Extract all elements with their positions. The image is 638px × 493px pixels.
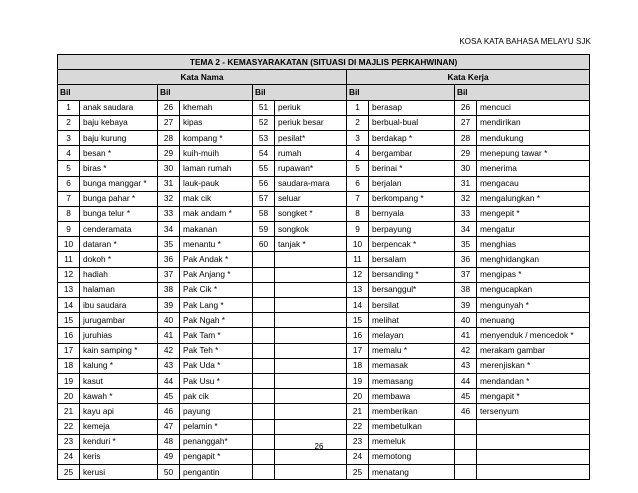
word-cell: mengunyah * xyxy=(477,298,590,313)
table-row xyxy=(58,313,590,328)
row-number-cell: 9 xyxy=(58,222,80,237)
row-number-cell xyxy=(253,419,275,434)
row-number-cell: 35 xyxy=(455,237,477,252)
word-cell: menghidangkan xyxy=(477,252,590,267)
col-header-bil: Bil xyxy=(158,85,253,100)
table-row xyxy=(58,328,590,343)
word-cell: pengantin xyxy=(180,465,253,480)
row-number-cell xyxy=(253,389,275,404)
word-cell: khemah xyxy=(180,100,253,115)
word-cell: berpencak * xyxy=(369,237,455,252)
word-cell xyxy=(275,328,347,343)
row-number-cell: 41 xyxy=(455,328,477,343)
row-number-cell: 14 xyxy=(347,298,369,313)
row-number-cell: 22 xyxy=(58,419,80,434)
row-number-cell: 49 xyxy=(158,449,180,464)
word-cell: kerusi xyxy=(80,465,158,480)
word-cell: baju kurung xyxy=(80,130,158,145)
row-number-cell xyxy=(253,465,275,480)
word-cell: pak cik xyxy=(180,389,253,404)
word-cell: periuk xyxy=(275,100,347,115)
word-cell xyxy=(477,465,590,480)
row-number-cell: 3 xyxy=(347,130,369,145)
row-number-cell: 11 xyxy=(347,252,369,267)
row-number-cell xyxy=(455,419,477,434)
word-cell: tanjak * xyxy=(275,237,347,252)
word-cell: pesilat* xyxy=(275,130,347,145)
row-number-cell: 32 xyxy=(455,191,477,206)
row-number-cell xyxy=(253,373,275,388)
word-cell: mengacau xyxy=(477,176,590,191)
row-number-cell: 18 xyxy=(58,358,80,373)
word-cell: mengucapkan xyxy=(477,282,590,297)
word-cell: kayu api xyxy=(80,404,158,419)
word-cell: mengatur xyxy=(477,222,590,237)
row-number-cell: 23 xyxy=(58,434,80,449)
table-row xyxy=(58,465,590,480)
word-cell: mengalungkan * xyxy=(477,191,590,206)
word-cell: memberikan xyxy=(369,404,455,419)
word-cell: rumah xyxy=(275,146,347,161)
row-number-cell: 38 xyxy=(158,282,180,297)
row-number-cell: 37 xyxy=(158,267,180,282)
word-cell: Pak Tam * xyxy=(180,328,253,343)
word-cell: periuk besar xyxy=(275,115,347,130)
word-cell: jurugambar xyxy=(80,313,158,328)
row-number-cell: 26 xyxy=(158,100,180,115)
table-row xyxy=(58,404,590,419)
row-number-cell: 29 xyxy=(455,146,477,161)
word-cell: mendandan * xyxy=(477,373,590,388)
word-cell: dokoh * xyxy=(80,252,158,267)
word-cell: besan * xyxy=(80,146,158,161)
word-cell: cenderamata xyxy=(80,222,158,237)
row-number-cell xyxy=(455,465,477,480)
table-row xyxy=(58,373,590,388)
row-number-cell: 8 xyxy=(58,206,80,221)
row-number-cell: 46 xyxy=(158,404,180,419)
table-row xyxy=(58,206,590,221)
word-cell: menepung tawar * xyxy=(477,146,590,161)
table-row xyxy=(58,130,590,145)
row-number-cell xyxy=(253,404,275,419)
table-row xyxy=(58,389,590,404)
table-title: TEMA 2 - KEMASYARAKATAN (SITUASI DI MAJLIS PERKAHWINAN) xyxy=(58,55,590,70)
row-number-cell: 45 xyxy=(158,389,180,404)
word-cell: kemeja xyxy=(80,419,158,434)
word-cell: mendukung xyxy=(477,130,590,145)
row-number-cell: 28 xyxy=(158,130,180,145)
word-cell: Pak Andak * xyxy=(180,252,253,267)
table-row xyxy=(58,237,590,252)
row-number-cell: 36 xyxy=(455,252,477,267)
row-number-cell: 53 xyxy=(253,130,275,145)
row-number-cell: 6 xyxy=(347,176,369,191)
row-number-cell: 33 xyxy=(158,206,180,221)
table-row xyxy=(58,115,590,130)
row-number-cell xyxy=(253,252,275,267)
row-number-cell: 45 xyxy=(455,389,477,404)
word-cell: mendirikan xyxy=(477,115,590,130)
word-cell xyxy=(275,373,347,388)
row-number-cell: 13 xyxy=(58,282,80,297)
word-cell xyxy=(275,389,347,404)
row-number-cell: 21 xyxy=(347,404,369,419)
table-row xyxy=(58,100,590,115)
word-cell: keris xyxy=(80,449,158,464)
word-cell xyxy=(275,449,347,464)
word-cell: Pak Cik * xyxy=(180,282,253,297)
word-cell: mengapit * xyxy=(477,389,590,404)
word-cell: menantu * xyxy=(180,237,253,252)
col-header-bil: Bil xyxy=(455,85,590,100)
row-number-cell: 59 xyxy=(253,222,275,237)
word-cell: anak saudara xyxy=(80,100,158,115)
word-cell xyxy=(275,358,347,373)
row-number-cell: 22 xyxy=(347,419,369,434)
word-cell: berpayung xyxy=(369,222,455,237)
word-cell: bersalam xyxy=(369,252,455,267)
word-cell: biras * xyxy=(80,161,158,176)
row-number-cell: 4 xyxy=(347,146,369,161)
row-number-cell xyxy=(253,282,275,297)
row-number-cell: 20 xyxy=(58,389,80,404)
col-header-bil: Bil xyxy=(253,85,347,100)
word-cell: membawa xyxy=(369,389,455,404)
word-cell xyxy=(275,343,347,358)
word-cell xyxy=(275,298,347,313)
word-cell: makanan xyxy=(180,222,253,237)
group-kata-kerja: Kata Kerja xyxy=(347,70,590,85)
word-cell: mak cik xyxy=(180,191,253,206)
row-number-cell: 55 xyxy=(253,161,275,176)
row-number-cell: 38 xyxy=(455,282,477,297)
word-cell: mak andam * xyxy=(180,206,253,221)
row-number-cell: 34 xyxy=(455,222,477,237)
word-cell: laman rumah xyxy=(180,161,253,176)
row-number-cell: 28 xyxy=(455,130,477,145)
word-cell: kain samping * xyxy=(80,343,158,358)
row-number-cell: 8 xyxy=(347,206,369,221)
word-cell: bunga pahar * xyxy=(80,191,158,206)
word-cell: rupawan* xyxy=(275,161,347,176)
row-number-cell: 26 xyxy=(455,100,477,115)
word-cell: dataran * xyxy=(80,237,158,252)
row-number-cell: 44 xyxy=(158,373,180,388)
row-number-cell: 35 xyxy=(158,237,180,252)
word-cell: mengepit * xyxy=(477,206,590,221)
row-number-cell: 37 xyxy=(455,267,477,282)
row-number-cell: 11 xyxy=(58,252,80,267)
row-number-cell: 42 xyxy=(455,343,477,358)
table-row xyxy=(58,358,590,373)
word-cell: pelamin * xyxy=(180,419,253,434)
row-number-cell: 17 xyxy=(347,343,369,358)
word-cell: memeluk xyxy=(369,434,455,449)
row-number-cell xyxy=(253,328,275,343)
row-number-cell: 16 xyxy=(347,328,369,343)
word-cell: halaman xyxy=(80,282,158,297)
table-row xyxy=(58,419,590,434)
word-cell: bergambar xyxy=(369,146,455,161)
word-cell: Pak Teh * xyxy=(180,343,253,358)
row-number-cell: 20 xyxy=(347,389,369,404)
table-body xyxy=(58,100,590,480)
row-number-cell: 10 xyxy=(58,237,80,252)
row-number-cell: 31 xyxy=(455,176,477,191)
word-cell xyxy=(477,419,590,434)
row-number-cell: 43 xyxy=(158,358,180,373)
table-row xyxy=(58,298,590,313)
row-number-cell: 14 xyxy=(58,298,80,313)
word-cell xyxy=(477,449,590,464)
table-row xyxy=(58,161,590,176)
row-number-cell: 24 xyxy=(58,449,80,464)
row-number-cell: 34 xyxy=(158,222,180,237)
word-cell: berinai * xyxy=(369,161,455,176)
table-row xyxy=(58,282,590,297)
word-cell: berbual-bual xyxy=(369,115,455,130)
row-number-cell: 47 xyxy=(158,419,180,434)
table-row xyxy=(58,146,590,161)
row-number-cell: 9 xyxy=(347,222,369,237)
word-cell: kipas xyxy=(180,115,253,130)
word-cell: memalu * xyxy=(369,343,455,358)
row-number-cell: 21 xyxy=(58,404,80,419)
word-cell: Pak Usu * xyxy=(180,373,253,388)
col-header-bil: Bil xyxy=(347,85,455,100)
word-cell: menuang xyxy=(477,313,590,328)
word-cell: menghias xyxy=(477,237,590,252)
row-number-cell: 27 xyxy=(158,115,180,130)
word-cell: Pak Ngah * xyxy=(180,313,253,328)
row-number-cell: 17 xyxy=(58,343,80,358)
word-cell: kalung * xyxy=(80,358,158,373)
row-number-cell xyxy=(253,343,275,358)
word-cell: melayan xyxy=(369,328,455,343)
row-number-cell: 52 xyxy=(253,115,275,130)
word-cell: lauk-pauk xyxy=(180,176,253,191)
row-number-cell: 42 xyxy=(158,343,180,358)
row-number-cell: 1 xyxy=(58,100,80,115)
row-number-cell: 56 xyxy=(253,176,275,191)
row-number-cell: 36 xyxy=(158,252,180,267)
table-row xyxy=(58,267,590,282)
row-number-cell: 29 xyxy=(158,146,180,161)
group-kata-nama: Kata Nama xyxy=(58,70,347,85)
word-cell: memotong xyxy=(369,449,455,464)
word-cell xyxy=(275,282,347,297)
row-number-cell: 5 xyxy=(58,161,80,176)
row-number-cell: 27 xyxy=(455,115,477,130)
page-number: 26 xyxy=(314,442,324,451)
row-number-cell: 54 xyxy=(253,146,275,161)
word-cell: memasak xyxy=(369,358,455,373)
word-cell: menyenduk / mencedok * xyxy=(477,328,590,343)
table-row xyxy=(58,252,590,267)
row-number-cell: 30 xyxy=(158,161,180,176)
row-number-cell: 15 xyxy=(58,313,80,328)
word-cell: baju kebaya xyxy=(80,115,158,130)
row-number-cell xyxy=(253,449,275,464)
word-cell: berasap xyxy=(369,100,455,115)
group-header-row xyxy=(58,70,590,85)
row-number-cell xyxy=(253,267,275,282)
column-header-row xyxy=(58,85,590,100)
row-number-cell: 7 xyxy=(58,191,80,206)
row-number-cell: 30 xyxy=(455,161,477,176)
word-cell: mengipas * xyxy=(477,267,590,282)
word-cell: kasut xyxy=(80,373,158,388)
word-cell: songkok xyxy=(275,222,347,237)
row-number-cell: 7 xyxy=(347,191,369,206)
row-number-cell: 12 xyxy=(347,267,369,282)
word-cell: Pak Uda * xyxy=(180,358,253,373)
row-number-cell: 16 xyxy=(58,328,80,343)
word-cell: menerima xyxy=(477,161,590,176)
word-cell: kawah * xyxy=(80,389,158,404)
row-number-cell: 31 xyxy=(158,176,180,191)
word-cell: payung xyxy=(180,404,253,419)
word-cell: berkompang * xyxy=(369,191,455,206)
row-number-cell: 39 xyxy=(455,298,477,313)
word-cell: juruhias xyxy=(80,328,158,343)
word-cell: kenduri * xyxy=(80,434,158,449)
row-number-cell: 2 xyxy=(347,115,369,130)
word-cell: memasang xyxy=(369,373,455,388)
word-cell: pengapit * xyxy=(180,449,253,464)
row-number-cell: 19 xyxy=(347,373,369,388)
vocabulary-table xyxy=(57,54,590,480)
word-cell: songket * xyxy=(275,206,347,221)
table-row xyxy=(58,343,590,358)
row-number-cell: 50 xyxy=(158,465,180,480)
word-cell: hadiah xyxy=(80,267,158,282)
word-cell: bersilat xyxy=(369,298,455,313)
running-header: KOSA KATA BAHASA MELAYU SJK xyxy=(459,37,591,46)
word-cell: membetulkan xyxy=(369,419,455,434)
row-number-cell: 60 xyxy=(253,237,275,252)
row-number-cell: 2 xyxy=(58,115,80,130)
row-number-cell: 46 xyxy=(455,404,477,419)
word-cell xyxy=(275,465,347,480)
row-number-cell: 57 xyxy=(253,191,275,206)
row-number-cell: 43 xyxy=(455,358,477,373)
word-cell: menatang xyxy=(369,465,455,480)
word-cell xyxy=(275,404,347,419)
word-cell: Pak Lang * xyxy=(180,298,253,313)
word-cell: bersanding * xyxy=(369,267,455,282)
row-number-cell: 41 xyxy=(158,328,180,343)
row-number-cell: 3 xyxy=(58,130,80,145)
word-cell xyxy=(275,313,347,328)
word-cell: melihat xyxy=(369,313,455,328)
row-number-cell: 23 xyxy=(347,434,369,449)
row-number-cell: 15 xyxy=(347,313,369,328)
word-cell xyxy=(275,252,347,267)
row-number-cell: 33 xyxy=(455,206,477,221)
word-cell xyxy=(275,267,347,282)
table-row xyxy=(58,191,590,206)
row-number-cell xyxy=(455,449,477,464)
table-row xyxy=(58,449,590,464)
row-number-cell: 10 xyxy=(347,237,369,252)
word-cell: kuih-muih xyxy=(180,146,253,161)
row-number-cell: 32 xyxy=(158,191,180,206)
word-cell: berdakap * xyxy=(369,130,455,145)
word-cell: ibu saudara xyxy=(80,298,158,313)
row-number-cell: 5 xyxy=(347,161,369,176)
row-number-cell: 6 xyxy=(58,176,80,191)
row-number-cell xyxy=(253,358,275,373)
word-cell: mencuci xyxy=(477,100,590,115)
word-cell: bersanggul* xyxy=(369,282,455,297)
row-number-cell: 44 xyxy=(455,373,477,388)
row-number-cell: 25 xyxy=(347,465,369,480)
row-number-cell: 13 xyxy=(347,282,369,297)
row-number-cell xyxy=(253,313,275,328)
word-cell: saudara-mara xyxy=(275,176,347,191)
row-number-cell: 39 xyxy=(158,298,180,313)
word-cell: Pak Anjang * xyxy=(180,267,253,282)
table-row xyxy=(58,222,590,237)
word-cell: kompang * xyxy=(180,130,253,145)
word-cell: merenjiskan * xyxy=(477,358,590,373)
word-cell: merakam gambar xyxy=(477,343,590,358)
col-header-bil: Bil xyxy=(58,85,158,100)
word-cell: tersenyum xyxy=(477,404,590,419)
word-cell: bunga telur * xyxy=(80,206,158,221)
table-title-row xyxy=(58,55,590,70)
row-number-cell: 1 xyxy=(347,100,369,115)
table-row xyxy=(58,176,590,191)
row-number-cell: 24 xyxy=(347,449,369,464)
row-number-cell: 25 xyxy=(58,465,80,480)
row-number-cell: 51 xyxy=(253,100,275,115)
row-number-cell: 19 xyxy=(58,373,80,388)
row-number-cell: 40 xyxy=(158,313,180,328)
row-number-cell: 12 xyxy=(58,267,80,282)
row-number-cell: 58 xyxy=(253,206,275,221)
word-cell: penanggah* xyxy=(180,434,253,449)
row-number-cell: 4 xyxy=(58,146,80,161)
word-cell: seluar xyxy=(275,191,347,206)
word-cell: bunga manggar * xyxy=(80,176,158,191)
row-number-cell xyxy=(253,298,275,313)
row-number-cell: 40 xyxy=(455,313,477,328)
row-number-cell: 18 xyxy=(347,358,369,373)
word-cell: bernyala xyxy=(369,206,455,221)
word-cell: berjalan xyxy=(369,176,455,191)
word-cell xyxy=(275,419,347,434)
row-number-cell: 48 xyxy=(158,434,180,449)
